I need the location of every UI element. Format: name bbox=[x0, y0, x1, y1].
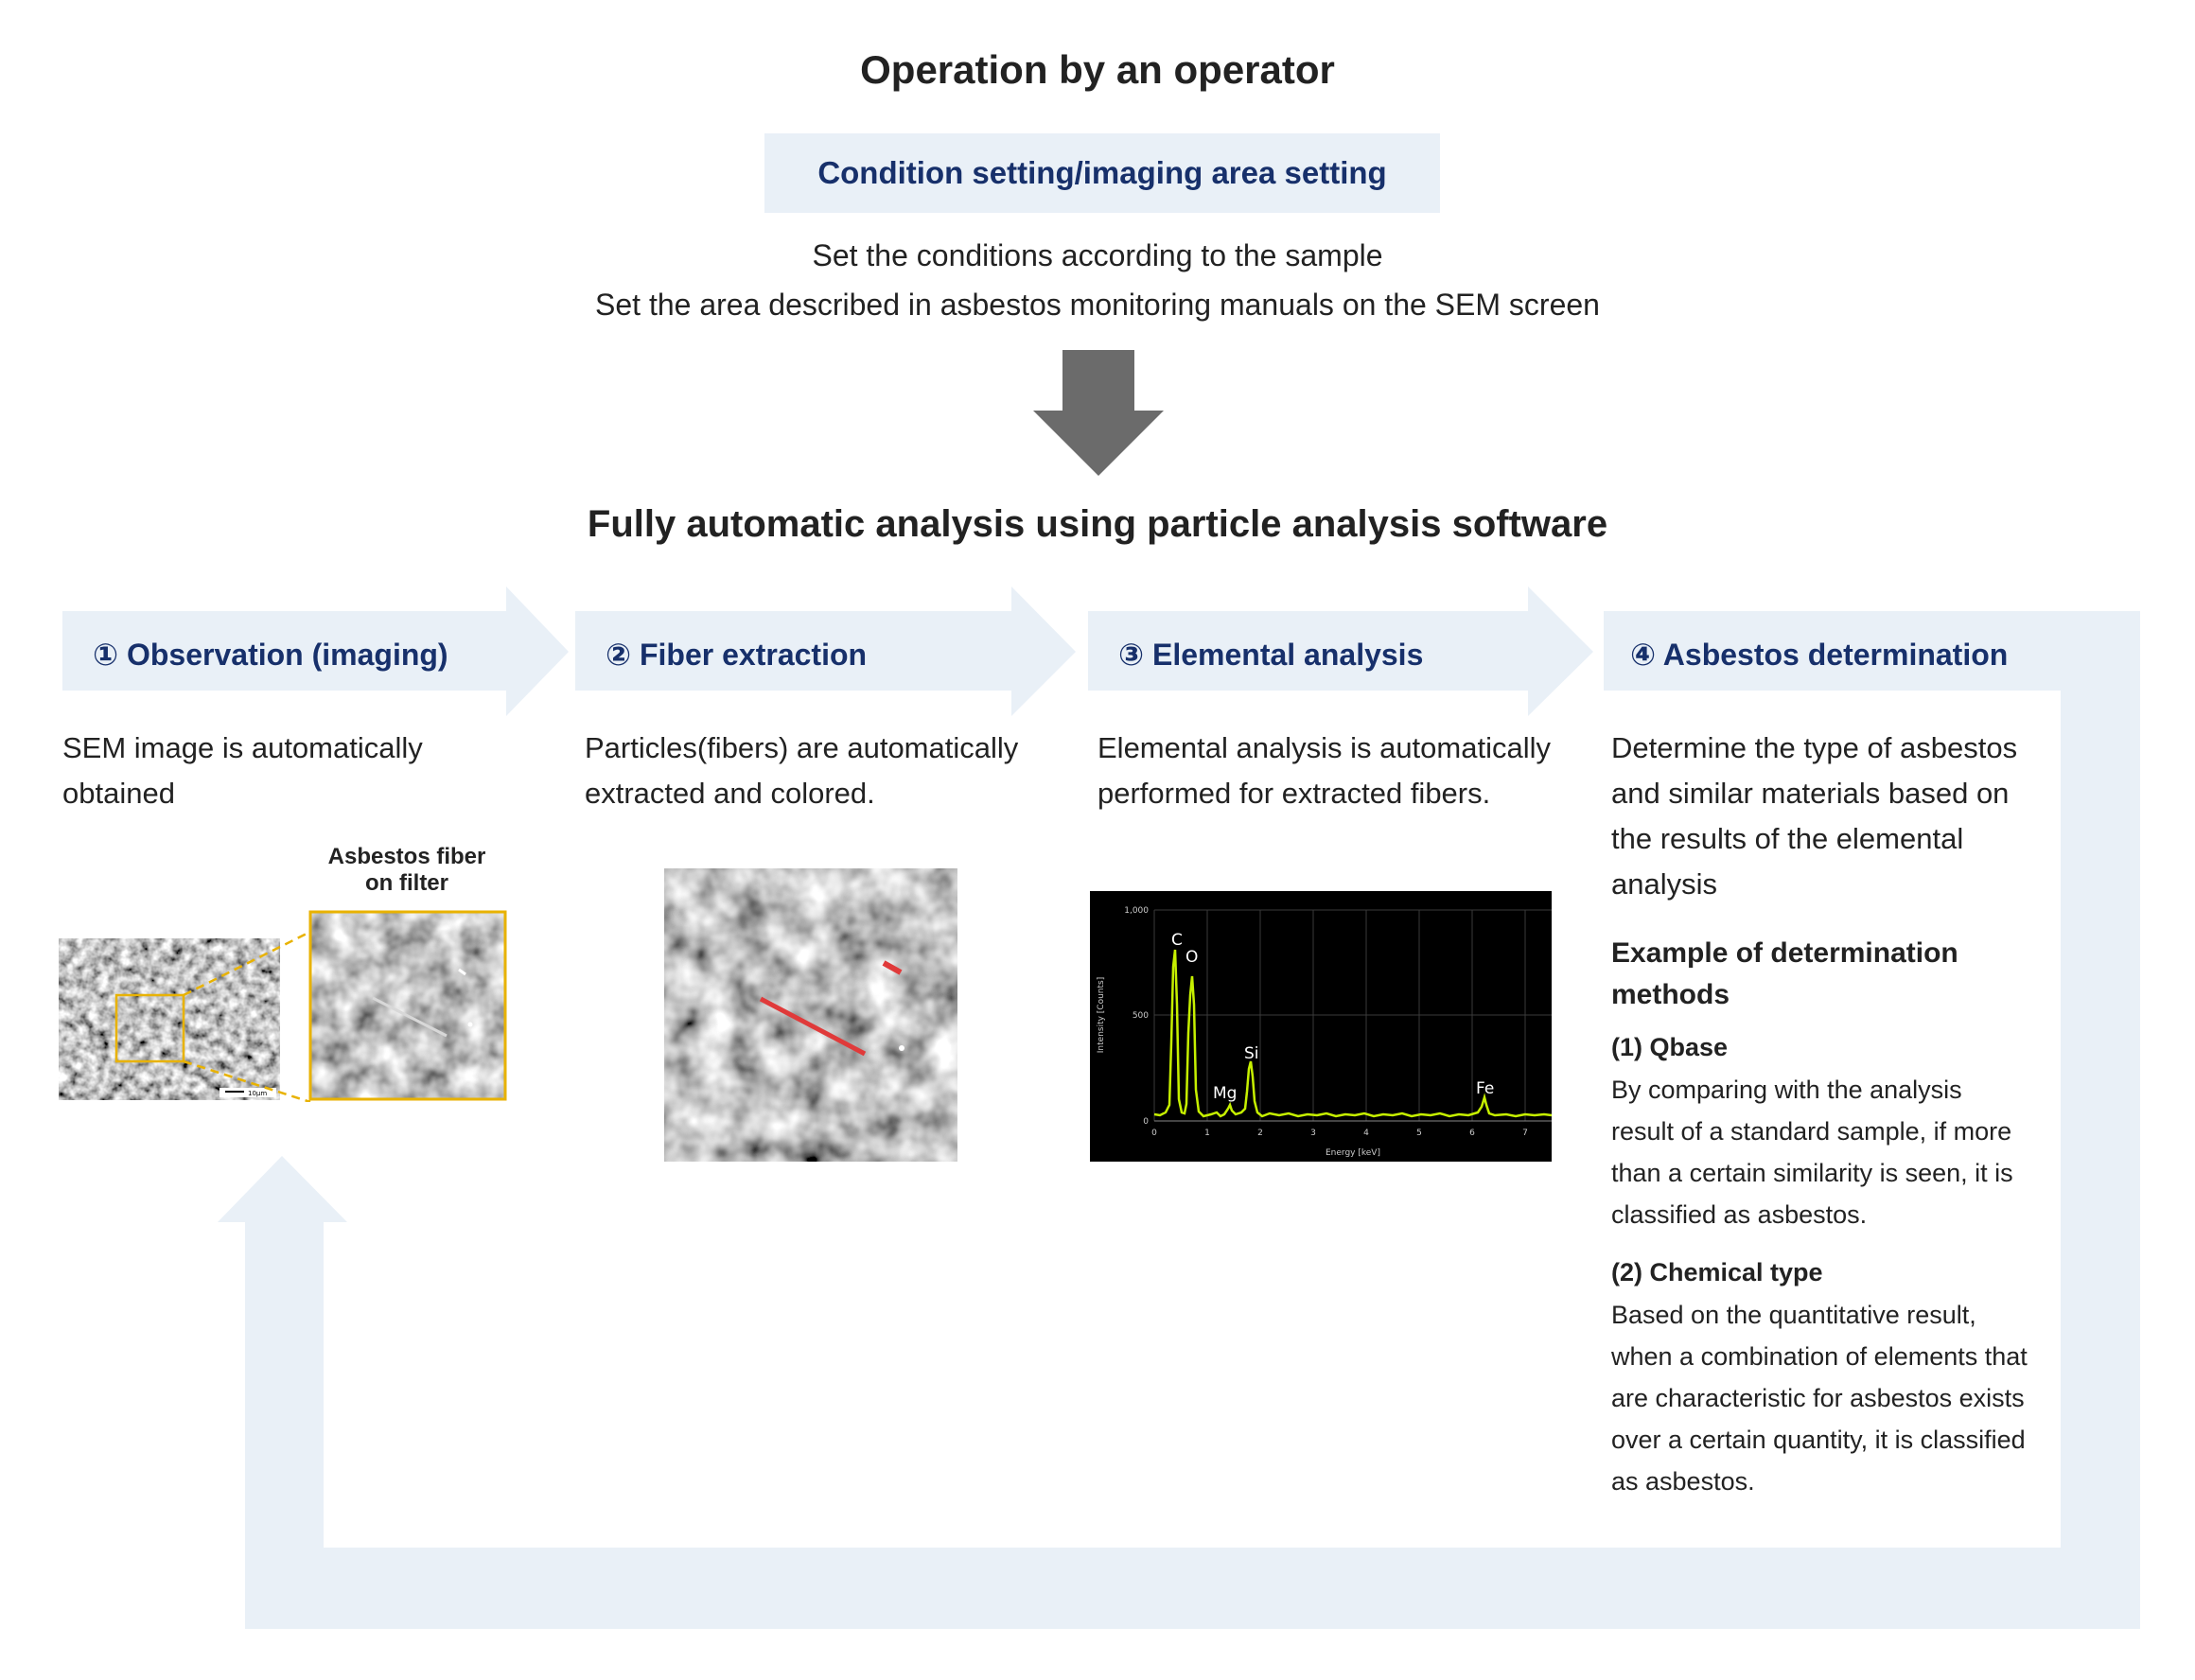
sem-image-observation bbox=[57, 903, 511, 1102]
y-axis-label: Intensity [Counts] bbox=[1097, 976, 1106, 1054]
peak-label: Mg bbox=[1213, 1084, 1238, 1103]
step-1-label: ① Observation (imaging) bbox=[93, 638, 448, 672]
step-4-desc-line: the results of the elemental bbox=[1611, 822, 1964, 855]
zoom-caption-line: on filter bbox=[365, 870, 448, 896]
eds-spectrum bbox=[1090, 891, 1554, 1164]
step-1-description bbox=[62, 726, 554, 816]
x-axis-label: Energy [keV] bbox=[1326, 1148, 1380, 1158]
chemical-type-text-line: as asbestos. bbox=[1611, 1467, 1755, 1496]
step-2-desc-line: Particles(fibers) are automatically bbox=[585, 731, 1019, 764]
qbase-text-line: classified as asbestos. bbox=[1611, 1200, 1868, 1229]
qbase-text-line: By comparing with the analysis bbox=[1611, 1076, 1962, 1104]
operator-line-2: Set the area described in asbestos monitoring manuals on the SEM screen bbox=[595, 288, 1600, 322]
x-tick: 3 bbox=[1310, 1129, 1316, 1138]
step-4-description bbox=[1611, 726, 2056, 907]
step-1-desc-line: obtained bbox=[62, 777, 175, 810]
zoom-caption-line: Asbestos fiber bbox=[327, 844, 486, 869]
peak-label: C bbox=[1171, 931, 1183, 950]
peak-label: Si bbox=[1244, 1044, 1259, 1063]
peak-label: O bbox=[1185, 948, 1199, 967]
x-tick: 1 bbox=[1204, 1129, 1210, 1138]
step-3-description bbox=[1098, 726, 1589, 816]
peak-label: Fe bbox=[1476, 1079, 1495, 1098]
y-tick: 500 bbox=[1132, 1011, 1149, 1021]
x-tick: 7 bbox=[1522, 1129, 1528, 1138]
step-4-label: ④ Asbestos determination bbox=[1630, 638, 2009, 672]
qbase-text-line: than a certain similarity is seen, it is bbox=[1611, 1159, 2013, 1187]
x-tick: 0 bbox=[1151, 1129, 1157, 1138]
step-2-label: ② Fiber extraction bbox=[606, 638, 868, 672]
step-2-description bbox=[585, 726, 1077, 816]
sem-image-fiber-extraction bbox=[664, 868, 959, 1164]
step-3-desc-line: Elemental analysis is automatically bbox=[1098, 731, 1551, 764]
zoom-caption bbox=[303, 844, 511, 897]
operator-line-1: Set the conditions according to the sample bbox=[812, 238, 1383, 272]
determination-heading bbox=[1611, 933, 2056, 1016]
chemical-type-title: (2) Chemical type bbox=[1611, 1258, 1823, 1286]
x-tick: 5 bbox=[1416, 1129, 1422, 1138]
chemical-type-text-line: over a certain quantity, it is classified bbox=[1611, 1426, 2026, 1454]
chemical-type-text-line: Based on the quantitative result, bbox=[1611, 1301, 1976, 1329]
step-3-label: ③ Elemental analysis bbox=[1118, 638, 1424, 672]
scale-bar-label: 10μm bbox=[248, 1090, 268, 1097]
chemical-type-text-line: are characteristic for asbestos exists bbox=[1611, 1384, 2025, 1412]
step-4-desc-line: Determine the type of asbestos bbox=[1611, 731, 2018, 764]
step-3-desc-line: performed for extracted fibers. bbox=[1098, 777, 1491, 810]
chemical-type-text bbox=[1611, 1294, 2056, 1502]
x-tick: 6 bbox=[1469, 1129, 1475, 1138]
operator-title: Operation by an operator bbox=[860, 47, 1335, 92]
step-4-desc-line: analysis bbox=[1611, 867, 1717, 901]
qbase-text-line: result of a standard sample, if more bbox=[1611, 1117, 2012, 1146]
x-tick: 4 bbox=[1363, 1129, 1369, 1138]
qbase-text bbox=[1611, 1069, 2056, 1235]
automatic-analysis-title: Fully automatic analysis using particle analysis software bbox=[587, 503, 1608, 545]
qbase-title: (1) Qbase bbox=[1611, 1033, 1729, 1061]
y-tick: 0 bbox=[1143, 1117, 1149, 1127]
determination-heading-line: Example of determination bbox=[1611, 937, 1958, 969]
step-2-desc-line: extracted and colored. bbox=[585, 777, 875, 810]
step-4-desc-line: and similar materials based on bbox=[1611, 777, 2010, 810]
y-tick: 1,000 bbox=[1124, 906, 1149, 916]
determination-heading-line: methods bbox=[1611, 979, 1730, 1010]
condition-setting-label: Condition setting/imaging area setting bbox=[817, 155, 1387, 190]
step-1-desc-line: SEM image is automatically bbox=[62, 731, 423, 764]
x-tick: 2 bbox=[1257, 1129, 1263, 1138]
chemical-type-text-line: when a combination of elements that bbox=[1611, 1342, 2028, 1371]
